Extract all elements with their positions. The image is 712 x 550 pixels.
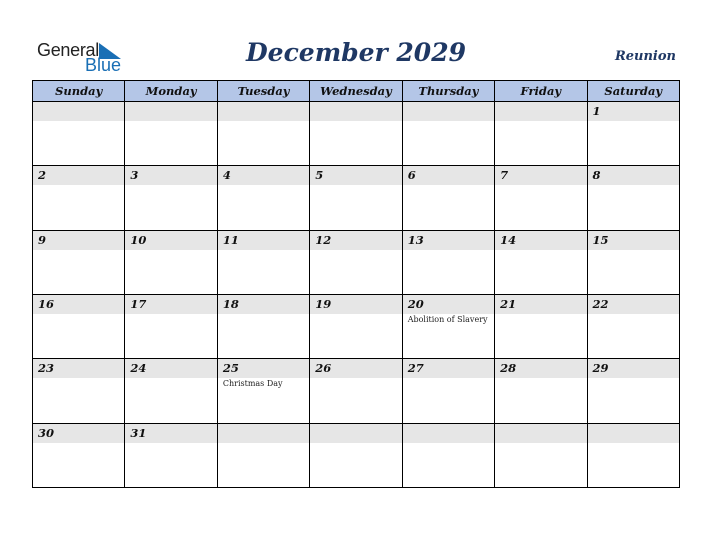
day-number: 18 [222, 296, 239, 311]
day-cell [217, 359, 309, 423]
day-number: 26 [315, 361, 332, 376]
day-number-strip [588, 424, 679, 443]
day-number: 3 [130, 168, 139, 183]
day-cell [125, 102, 217, 166]
day-number-strip [403, 102, 494, 121]
day-number-strip [403, 166, 494, 185]
day-cell [33, 102, 125, 166]
day-number: 20 [407, 296, 424, 311]
day-number-strip [495, 295, 586, 314]
holiday-event: Christmas Day [222, 379, 283, 389]
day-cell [402, 102, 494, 166]
day-cell [125, 359, 217, 423]
day-cell [33, 294, 125, 358]
day-cell [217, 166, 309, 230]
day-number-strip [495, 166, 586, 185]
day-number-strip [495, 359, 586, 378]
day-cell [125, 230, 217, 294]
day-cell [310, 294, 402, 358]
day-cell [310, 230, 402, 294]
day-cell [310, 102, 402, 166]
day-cell [125, 294, 217, 358]
day-number: 12 [315, 232, 332, 247]
day-number-strip [33, 424, 124, 443]
day-number-strip [218, 166, 309, 185]
day-number-strip [403, 295, 494, 314]
day-number: 29 [592, 361, 609, 376]
day-number: 30 [38, 425, 55, 440]
day-number: 1 [592, 104, 601, 118]
day-cell [217, 102, 309, 166]
day-number: 13 [407, 232, 424, 247]
day-number: 10 [130, 232, 147, 247]
day-number-strip [125, 424, 216, 443]
day-cell [587, 294, 679, 358]
week-row [33, 423, 680, 487]
day-number: 17 [130, 296, 147, 311]
day-number-strip [588, 102, 679, 121]
weekday-header: Friday [495, 81, 587, 102]
logo-text-general: General [37, 40, 99, 60]
day-number: 16 [38, 296, 55, 311]
week-row [33, 230, 680, 294]
day-number-strip [125, 295, 216, 314]
day-cell [125, 166, 217, 230]
day-number-strip [495, 102, 586, 121]
day-number-strip [310, 102, 401, 121]
day-cell [125, 423, 217, 487]
day-number: 31 [130, 425, 147, 440]
day-number-strip [33, 102, 124, 121]
day-cell [495, 423, 587, 487]
day-number: 7 [500, 168, 509, 183]
day-number: 5 [315, 168, 324, 183]
day-number-strip [310, 295, 401, 314]
day-number: 23 [38, 361, 55, 376]
day-number-strip [125, 102, 216, 121]
day-number-strip [310, 166, 401, 185]
day-number-strip [33, 295, 124, 314]
day-number-strip [495, 231, 586, 250]
weekday-header: Thursday [402, 81, 494, 102]
week-row [33, 166, 680, 230]
day-number: 4 [222, 168, 231, 183]
day-cell [495, 102, 587, 166]
day-number-strip [33, 166, 124, 185]
day-cell [217, 230, 309, 294]
day-number-strip [588, 295, 679, 314]
day-cell [587, 230, 679, 294]
weekday-header: Wednesday [310, 81, 402, 102]
logo-text-blue: Blue [85, 55, 122, 75]
day-number-strip [218, 295, 309, 314]
day-number-strip [33, 359, 124, 378]
day-number-strip [218, 424, 309, 443]
day-number-strip [403, 424, 494, 443]
week-row [33, 102, 680, 166]
day-cell [402, 294, 494, 358]
day-cell [495, 359, 587, 423]
day-number-strip [588, 359, 679, 378]
day-cell [402, 359, 494, 423]
day-cell [217, 423, 309, 487]
day-number: 19 [315, 296, 332, 311]
day-cell [587, 102, 679, 166]
day-cell [310, 359, 402, 423]
day-number: 2 [38, 168, 47, 183]
day-number-strip [125, 359, 216, 378]
day-cell [402, 230, 494, 294]
day-cell [587, 166, 679, 230]
day-number: 9 [38, 232, 47, 247]
weekday-header: Saturday [587, 81, 679, 102]
day-number-strip [218, 231, 309, 250]
day-number-strip [218, 359, 309, 378]
region-label: Reunion [614, 49, 676, 64]
day-cell [33, 166, 125, 230]
day-cell [495, 166, 587, 230]
day-number-strip [33, 231, 124, 250]
day-number-strip [588, 166, 679, 185]
day-number: 25 [222, 361, 239, 376]
day-number: 11 [222, 232, 239, 247]
day-number: 24 [130, 361, 147, 376]
day-cell [33, 423, 125, 487]
day-cell [587, 359, 679, 423]
day-number: 27 [407, 361, 424, 376]
weekday-header: Tuesday [217, 81, 309, 102]
day-cell [310, 423, 402, 487]
day-cell [402, 166, 494, 230]
day-cell [587, 423, 679, 487]
day-number-strip [310, 359, 401, 378]
day-number: 22 [592, 296, 609, 311]
day-cell [495, 294, 587, 358]
weekday-header-row [33, 81, 680, 102]
week-row [33, 294, 680, 358]
day-number-strip [588, 231, 679, 250]
day-number: 15 [592, 232, 609, 247]
day-number: 8 [592, 168, 601, 183]
day-cell [310, 166, 402, 230]
day-cell [402, 423, 494, 487]
week-row [33, 359, 680, 423]
day-number-strip [125, 166, 216, 185]
day-number-strip [310, 231, 401, 250]
day-number-strip [495, 424, 586, 443]
page-title: December 2029 [245, 38, 466, 67]
weekday-header: Monday [125, 81, 217, 102]
day-number-strip [403, 359, 494, 378]
calendar-grid [32, 80, 680, 488]
day-number: 21 [500, 296, 517, 311]
weekday-header: Sunday [33, 81, 125, 102]
day-number-strip [310, 424, 401, 443]
day-cell [33, 230, 125, 294]
day-cell [33, 359, 125, 423]
day-cell [495, 230, 587, 294]
day-number: 14 [500, 232, 517, 247]
day-number: 6 [407, 168, 416, 183]
day-cell [217, 294, 309, 358]
day-number: 28 [500, 361, 517, 376]
holiday-event: Abolition of Slavery [407, 314, 488, 324]
day-number-strip [218, 102, 309, 121]
day-number-strip [125, 231, 216, 250]
day-number-strip [403, 231, 494, 250]
